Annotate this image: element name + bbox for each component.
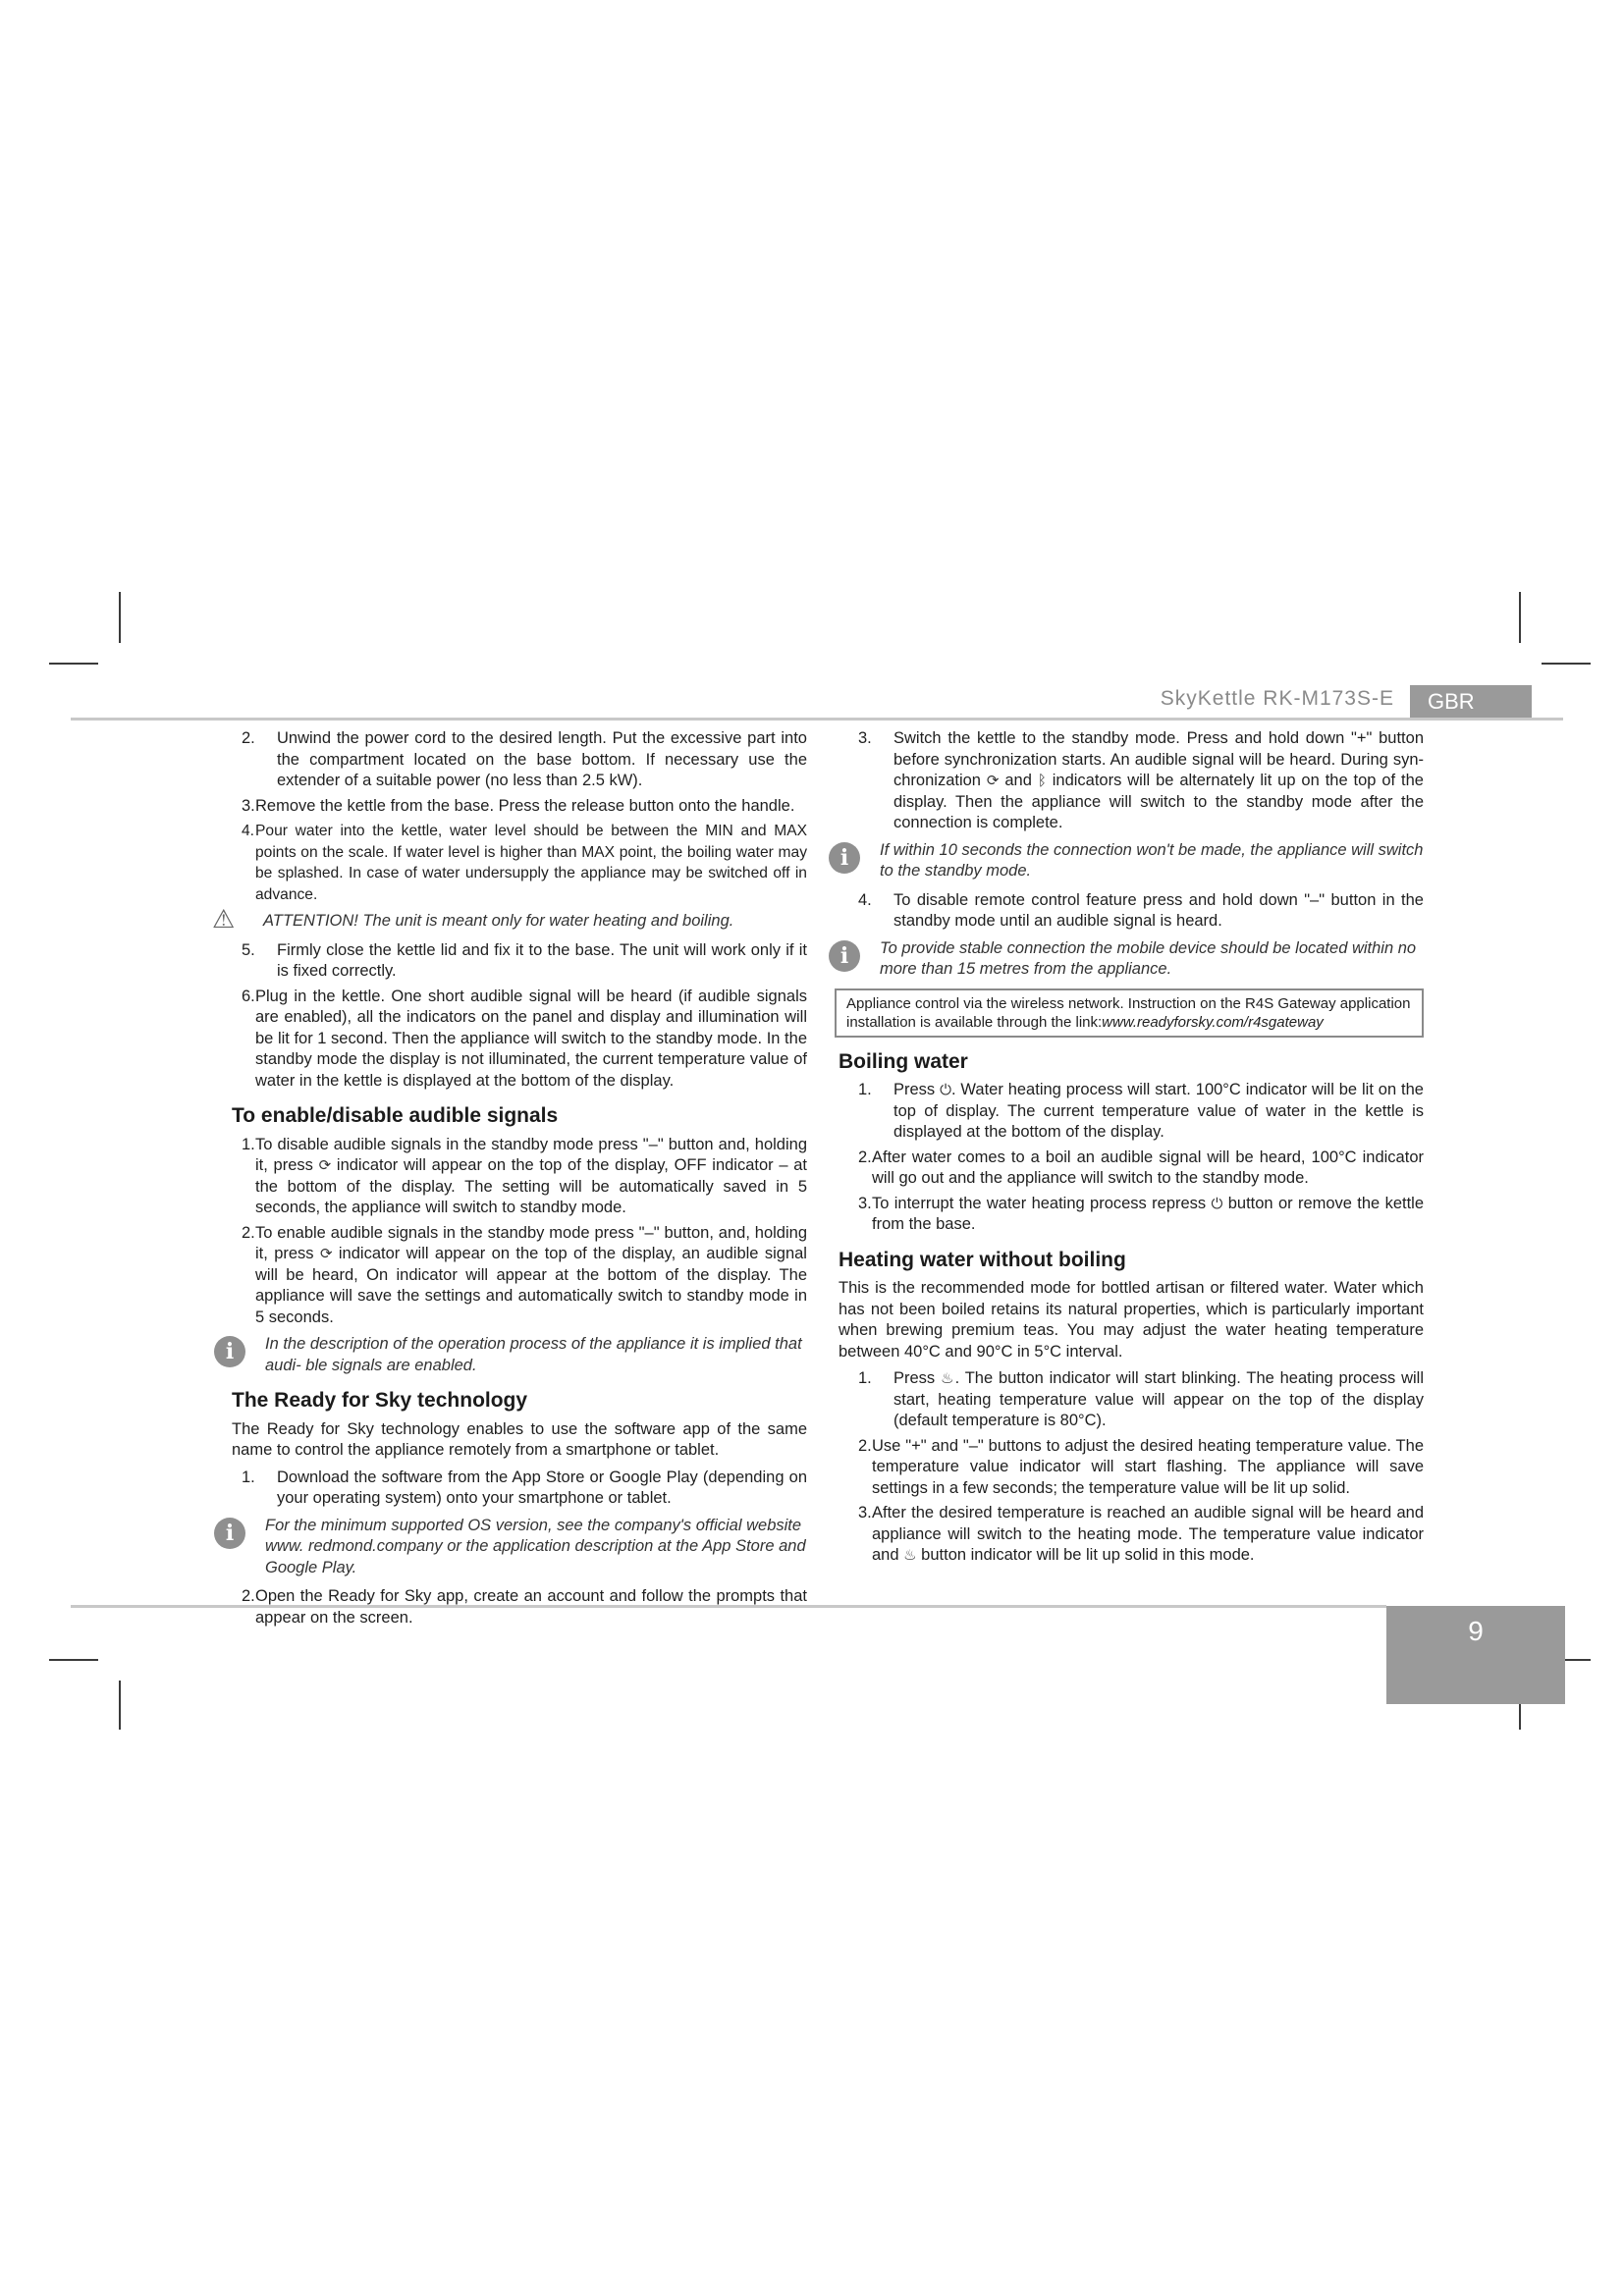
list-item: 4. To disable remote control feature press and hold down "–" button in the standby mode until an audible signal is heard. [858, 890, 1424, 930]
list-item: 1. Download the software from the App Store or Google Play (depending on your operating system) onto your smartphone or tablet. [242, 1468, 807, 1507]
power-icon: ⏻ [940, 1081, 951, 1098]
left-column [212, 728, 807, 1632]
list-item: 1. To disable audible signals in the standby mode press "–" button and, holding it, press ⟳ indicator will appear on the top of the display, OFF indicator – at the bottom of the display. The setting will be automatically saved in 5 seconds, the appliance will switch to standby mode. [242, 1135, 807, 1216]
info-note: i In the description of the operation process of the appliance it is implied that audi- ble signals are enabled. [214, 1334, 807, 1376]
info-icon: i [829, 842, 860, 874]
crop-mark [1542, 663, 1591, 665]
info-icon: i [829, 940, 860, 972]
section-heading: The Ready for Sky technology [232, 1389, 528, 1412]
bluetooth-icon: ᛒ [1037, 772, 1047, 789]
paragraph: This is the recommended mode for bottled artisan or filtered water. Water which has not been boiled retains its natural properties, which is particularly important when brewing premium teas. You may adjust the water heating temperature between 40°C and 90°C in 5°C interval. [839, 1279, 1424, 1361]
list-item: 1. Press ⏻. Water heating process will start. 100°C indicator will be lit on the top of display. The current temperature value of water in the kettle is displayed at the bottom of the display. [858, 1081, 1424, 1141]
list-item: 4. Pour water into the kettle, water level should be between the MIN and MAX points on the scale. If water level is higher than MAX point, the boiling water may be splashed. In case of water undersupply the appliance may be switched off in advance. [242, 823, 807, 903]
list-item: 1. Press ♨. The button indicator will start blinking. The heating process will start, heating temperature value will appear on the top of the display (default temperature is 80°C). [858, 1369, 1424, 1429]
list-item: 2. Unwind the power cord to the desired length. Put the excessive part into the compartment located on the base bottom. If necessary use the extender of a suitable power (no less than 2.5 kW). [242, 729, 807, 789]
list-item: 2. To enable audible signals in the standby mode press "–" button, and, holding it, press ⟳ indicator will appear on the top of the display, an audible signal will be heard, On indicator will appear at the bottom of the display. The appliance will save the settings and automatically switch to standby mode in 5 seconds. [242, 1223, 807, 1326]
info-note: i If within 10 seconds the connection won't be made, the appliance will switch to the standby mode. [829, 840, 1424, 882]
crop-mark [1519, 592, 1521, 643]
temperature-icon: ♨ [940, 1369, 955, 1387]
info-note: i To provide stable connection the mobile device should be located within no more than 15 metres from the appliance. [829, 938, 1424, 981]
right-column [835, 728, 1424, 1571]
list-item: 6. Plug in the kettle. One short audible signal will be heard (if audible signals are enabled), all the indicators on the panel and display and illumination will be lit for 1 second. Then the appliance will switch to the standby mode. In the standby mode the display is not illuminated, the current temperature value of water in the kettle is displayed at the bottom of the display. [242, 987, 807, 1090]
list-item: 3. To interrupt the water heating process repress ⏻ button or remove the kettle from the base. [858, 1194, 1425, 1233]
list-item: 2. After water comes to a boil an audible signal will be heard, 100°C indicator will go out and the appliance will switch to the standby mode. [858, 1148, 1424, 1187]
sync-icon: ⟳ [318, 1156, 332, 1174]
paragraph: The Ready for Sky technology enables to use the software app of the same name to control the appliance remotely from a smartphone or tablet. [232, 1419, 807, 1459]
list-item: 2. Open the Ready for Sky app, create an account and follow the prompts that appear on the screen. [242, 1587, 807, 1627]
sync-icon: ⟳ [319, 1245, 333, 1262]
crop-mark [119, 1681, 121, 1730]
list-item: 3. After the desired temperature is reached an audible signal will be heard and appliance will switch to the heating mode. The temperature value indicator and ♨ button indicator will be lit up solid in this mode. [858, 1504, 1424, 1564]
list-item: 2. Use "+" and "–" buttons to adjust the desired heating temperature value. The temperature value indicator will start flashing. The appliance will save settings in a few seconds; the temperature value will be lit up solid. [858, 1436, 1424, 1497]
list-item: 3. Switch the kettle to the standby mode. Press and hold down "+" button before synchronization starts. An audible signal will be heard. During syn- chronization ⟳ and ᛒ indicators will be alternately lit up on the top of the display. Then the appliance will switch to the standby mode after the connection is complete. [858, 729, 1424, 831]
footer-divider [71, 1605, 1386, 1608]
crop-mark [49, 663, 98, 665]
list-item: 5. Firmly close the kettle lid and fix it to the base. The unit will work only if it is fixed correctly. [242, 940, 807, 980]
sync-icon: ⟳ [986, 772, 1000, 789]
header-divider [71, 718, 1563, 721]
attention-note: ⚠ ATTENTION! The unit is meant only for water heating and boiling. [212, 904, 734, 934]
section-heading: To enable/disable audible signals [232, 1104, 559, 1127]
list-item: 3. Remove the kettle from the base. Press the release button onto the handle. [242, 796, 795, 815]
language-tab: GBR [1410, 685, 1532, 718]
crop-mark [49, 1659, 98, 1661]
info-note: i For the minimum supported OS version, see the company's official website www. redmond.company or the application description at the App Store and Google Play. [214, 1516, 807, 1579]
crop-mark [119, 592, 121, 643]
power-icon: ⏻ [1211, 1194, 1223, 1212]
section-heading: Boiling water [839, 1049, 968, 1073]
gateway-info-box: Appliance control via the wireless network. Instruction on the R4S Gateway application installation is available through the link:www.readyforsky.com/r4sgateway [835, 988, 1424, 1038]
temperature-icon: ♨ [903, 1546, 917, 1564]
gateway-link[interactable]: www.readyforsky.com/r4sgateway [1102, 1013, 1324, 1031]
info-icon: i [214, 1336, 245, 1367]
warning-triangle-icon: ⚠ [212, 904, 236, 934]
info-icon: i [214, 1518, 245, 1549]
header-title: SkyKettle RK-M173S-E [1160, 687, 1394, 710]
section-heading: Heating water without boiling [839, 1248, 1126, 1271]
page-number: 9 [1386, 1606, 1565, 1704]
